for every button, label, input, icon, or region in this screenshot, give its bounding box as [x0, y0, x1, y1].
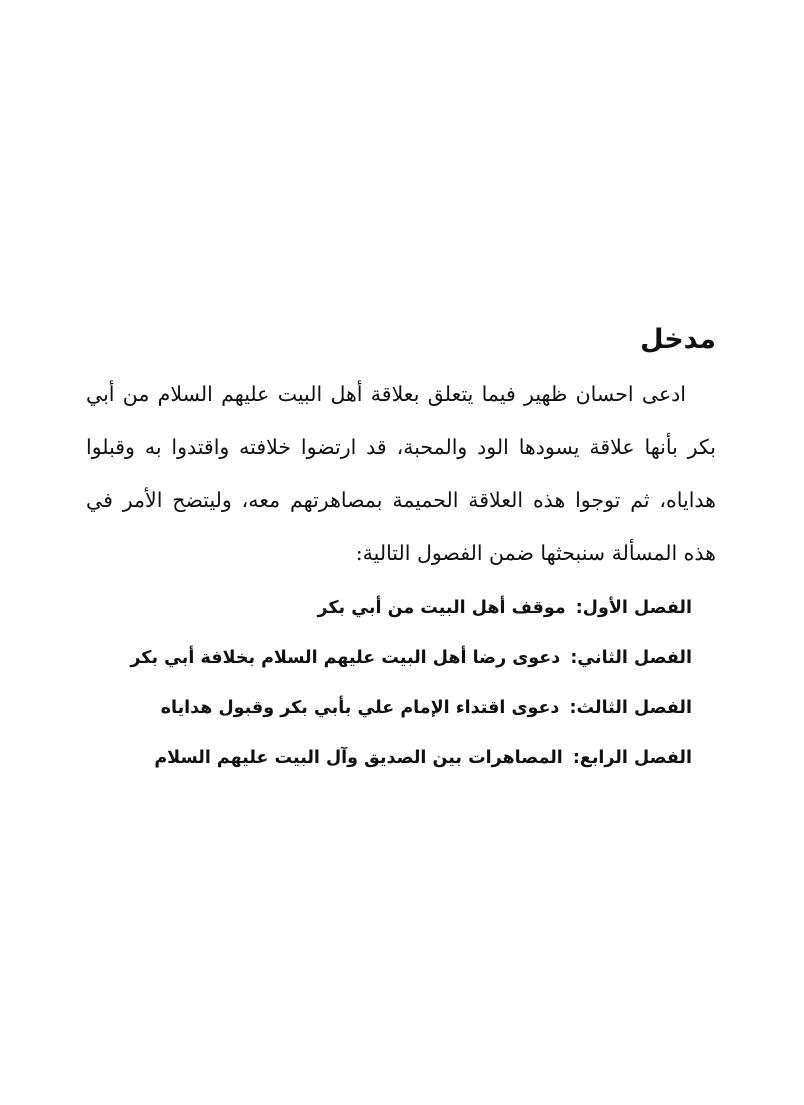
chapter-item-3	[130, 683, 692, 733]
chapter-list	[130, 583, 692, 783]
chapter-item-2	[130, 633, 692, 683]
intro-paragraph: ادعى احسان ظهير فيما يتعلق بعلاقة أهل البيت عليهم السلام من أبي بكر بأنها علاقة يسودها الود والمحبة، قد ارتضوا خلافته واقتدوا به وقبلوا هداياه، ثم توجوا هذه العلاقة الحميمة بمصاهرتهم معه، وليتضح الأمر في هذه المسألة سنبحثها ضمن الفصول التالية:	[86, 382, 716, 565]
chapter-title: دعوى اقتداء الإمام علي بأبي بكر وقبول هداياه	[160, 698, 560, 718]
chapter-title: المصاهرات بين الصديق وآل البيت عليهم السلام	[154, 748, 563, 768]
chapter-label: الفصل الثالث:	[569, 698, 692, 718]
chapter-title: موقف أهل البيت من أبي بكر	[317, 598, 566, 618]
chapter-item-1	[130, 583, 692, 633]
chapter-label: الفصل الأول:	[575, 598, 692, 618]
section-heading: مدخل	[640, 324, 716, 355]
chapter-title: دعوى رضا أهل البيت عليهم السلام بخلافة أبي بكر	[130, 648, 561, 668]
chapter-label: الفصل الرابع:	[572, 748, 692, 768]
chapter-item-4	[130, 733, 692, 783]
chapter-label: الفصل الثاني:	[570, 648, 692, 668]
